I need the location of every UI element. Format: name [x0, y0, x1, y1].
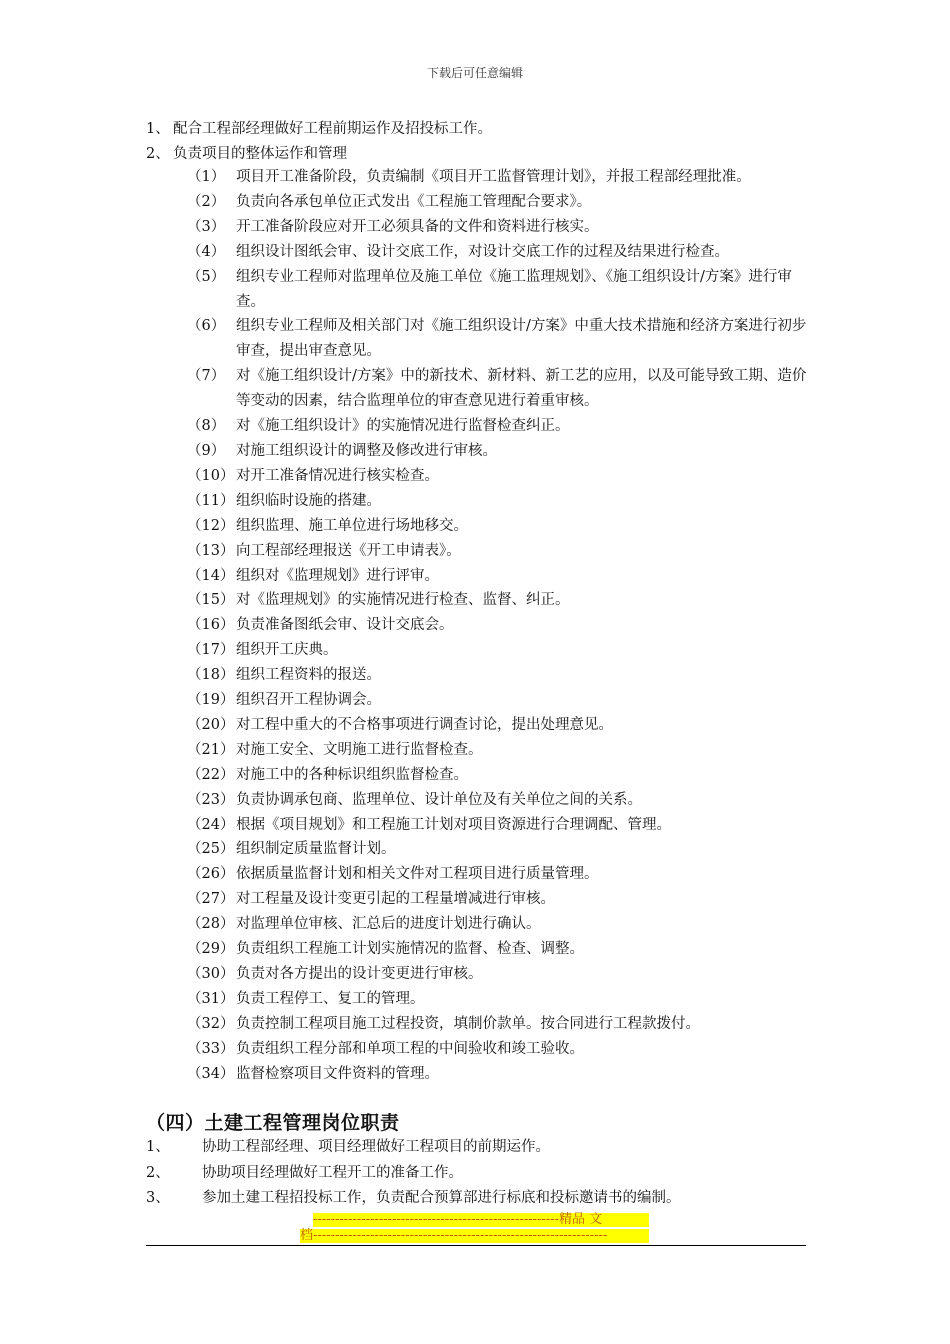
list-item	[187, 1037, 809, 1062]
list-item	[187, 638, 809, 663]
section-heading: （四）土建工程管理岗位职责	[146, 1112, 400, 1134]
list-item-number: （14）	[187, 567, 235, 584]
list-item-number: （12）	[187, 517, 235, 534]
list-item-text: 对施工组织设计的调整及修改进行审核。	[236, 442, 497, 459]
list-item-number: （30）	[187, 966, 235, 982]
list-item-text: 组织临时设施的搭建。	[236, 492, 381, 509]
list-item-text: 负责向各承包单位正式发出《工程施工管理配合要求》。	[236, 193, 592, 210]
list-item-number: （27）	[187, 891, 235, 908]
page-header: 下载后可任意编辑	[426, 66, 523, 80]
list-item	[187, 1062, 809, 1087]
list-item-number: （22）	[187, 766, 235, 783]
list-item-number: （24）	[187, 816, 235, 833]
duty-number: 3、	[146, 1190, 170, 1206]
list-item	[187, 763, 809, 788]
list-item-text: 项目开工准备阶段，负责编制《项目开工监督管理计划》，并报工程部经理批准。	[236, 169, 751, 185]
intro-number: 2、	[146, 146, 170, 162]
list-item	[187, 688, 809, 713]
responsibility-list	[187, 165, 809, 1087]
list-item-text: 根据《项目规划》和工程施工计划对项目资源进行合理调配、管理。	[236, 816, 671, 833]
list-item-number: （28）	[187, 916, 235, 933]
list-item	[187, 489, 809, 514]
duty-item	[146, 1161, 681, 1187]
list-item-text: 对工程中重大的不合格事项进行调查讨论，提出处理意见。	[236, 716, 613, 733]
list-item	[187, 738, 809, 763]
list-item	[187, 564, 809, 589]
list-item	[187, 588, 809, 613]
list-item-text: 组织监理、施工单位进行场地移交。	[236, 517, 468, 534]
list-item	[187, 514, 809, 539]
list-item-number: （5）	[187, 268, 226, 285]
list-item-number: （15）	[187, 592, 235, 609]
list-item-number: （8）	[187, 418, 226, 435]
duty-text: 协助项目经理做好工程开工的准备工作。	[202, 1164, 463, 1181]
list-item	[187, 887, 809, 912]
list-item-text: 组织制定质量监督计划。	[236, 841, 396, 858]
list-item-number: （17）	[187, 642, 235, 659]
list-item-number: （32）	[187, 1015, 235, 1032]
list-item-number: （33）	[187, 1040, 235, 1057]
list-item	[187, 937, 809, 962]
list-item-text: 负责控制工程项目施工过程投资，填制价款单。按合同进行工程款拨付。	[236, 1015, 700, 1032]
list-item	[187, 962, 809, 987]
list-item	[187, 215, 809, 240]
duty-number: 2、	[146, 1164, 170, 1181]
list-item-text: 对施工中的各种标识组织监督检查。	[236, 766, 468, 783]
list-item-text: 对工程量及设计变更引起的工程量增减进行审核。	[236, 891, 555, 908]
list-item-text: 负责工程停工、复工的管理。	[236, 990, 425, 1007]
list-item-number: （1）	[187, 169, 226, 185]
list-item-text: 负责组织工程分部和单项工程的中间验收和竣工验收。	[236, 1040, 584, 1057]
list-item-number: （29）	[187, 941, 235, 958]
list-item	[187, 862, 809, 887]
list-item-text: 开工准备阶段应对开工必须具备的文件和资料进行核实。	[236, 218, 599, 235]
footer-watermark-line-1: --------------------------------------------------------精品 文	[313, 1213, 649, 1227]
list-item	[187, 613, 809, 638]
footer-watermark-line-2: 档-------------------------------------------------------------------	[300, 1229, 649, 1243]
list-item	[187, 265, 809, 315]
intro-number: 1、	[146, 121, 170, 137]
list-item	[187, 813, 809, 838]
duty-item	[146, 1135, 681, 1161]
list-item-number: （34）	[187, 1065, 235, 1082]
duty-text: 协助工程部经理、项目经理做好工程项目的前期运作。	[202, 1139, 550, 1155]
list-item-text: 对《施工组织设计》的实施情况进行监督检查纠正。	[236, 418, 570, 435]
list-item-text: 向工程部经理报送《开工申请表》。	[236, 542, 461, 559]
list-item-text: 对监理单位审核、汇总后的进度计划进行确认。	[236, 916, 541, 933]
list-item-text: 负责对各方提出的设计变更进行审核。	[236, 966, 483, 982]
list-item-text: 组织专业工程师及相关部门对《施工组织设计/方案》中重大技术措施和经济方案进行初步审查，提出审查意见。	[236, 318, 807, 360]
list-item	[187, 837, 809, 862]
list-item-text: 依据质量监督计划和相关文件对工程项目进行质量管理。	[236, 866, 599, 883]
list-item-number: （3）	[187, 218, 226, 235]
list-item-text: 监督检察项目文件资料的管理。	[236, 1065, 439, 1082]
list-item	[187, 912, 809, 937]
list-item	[187, 414, 809, 439]
list-item-text: 对《监理规划》的实施情况进行检查、监督、纠正。	[236, 592, 570, 609]
list-item-text: 对施工安全、文明施工进行监督检查。	[236, 741, 483, 758]
list-item-text: 组织专业工程师对监理单位及施工单位《施工监理规划》、《施工组织设计/方案》进行审查。	[236, 268, 792, 310]
duty-number: 1、	[146, 1139, 170, 1155]
list-item-number: （23）	[187, 791, 235, 808]
list-item-number: （13）	[187, 542, 235, 559]
list-item	[187, 464, 809, 489]
duty-text: 参加土建工程招投标工作，负责配合预算部进行标底和投标邀请书的编制。	[202, 1190, 681, 1206]
list-item-number: （31）	[187, 990, 235, 1007]
list-item-text: 组织工程资料的报送。	[236, 667, 381, 684]
list-item-number: （21）	[187, 741, 235, 758]
list-item-text: 负责准备图纸会审、设计交底会。	[236, 617, 454, 634]
list-item-text: 对开工准备情况进行核实检查。	[236, 467, 439, 484]
list-item	[187, 364, 809, 414]
civil-duties-list	[146, 1135, 681, 1212]
list-item-number: （7）	[187, 368, 226, 385]
list-item-number: （19）	[187, 692, 235, 709]
intro-text: 负责项目的整体运作和管理	[173, 146, 347, 162]
footer-rule	[146, 1245, 806, 1246]
intro-item-2	[146, 142, 347, 167]
list-item-text: 对《施工组织设计/方案》中的新技术、新材料、新工艺的应用，以及可能导致工期、造价等变动的因素，结合监理单位的审查意见进行着重审核。	[236, 368, 807, 410]
list-item-number: （10）	[187, 467, 235, 484]
list-item-number: （18）	[187, 667, 235, 684]
list-item	[187, 788, 809, 813]
list-item	[187, 713, 809, 738]
list-item-text: 负责组织工程施工计划实施情况的监督、检查、调整。	[236, 941, 584, 958]
list-item	[187, 240, 809, 265]
list-item-number: （11）	[187, 492, 235, 509]
list-item	[187, 439, 809, 464]
list-item	[187, 663, 809, 688]
list-item-number: （4）	[187, 243, 226, 260]
list-item	[187, 1012, 809, 1037]
list-item-number: （16）	[187, 617, 235, 634]
list-item-number: （9）	[187, 442, 226, 459]
list-item	[187, 190, 809, 215]
list-item	[187, 314, 809, 364]
list-item-text: 负责协调承包商、监理单位、设计单位及有关单位之间的关系。	[236, 791, 642, 808]
list-item-number: （20）	[187, 716, 235, 733]
list-item-number: （25）	[187, 841, 235, 858]
list-item	[187, 987, 809, 1012]
list-item-text: 组织开工庆典。	[236, 642, 338, 659]
intro-item-1	[146, 117, 492, 142]
list-item-text: 组织设计图纸会审、设计交底工作，对设计交底工作的过程及结果进行检查。	[236, 243, 729, 260]
list-item-number: （26）	[187, 866, 235, 883]
duty-item	[146, 1186, 681, 1212]
list-item	[187, 165, 809, 190]
list-item-number: （6）	[187, 318, 226, 335]
list-item-text: 组织对《监理规划》进行评审。	[236, 567, 439, 584]
intro-text: 配合工程部经理做好工程前期运作及招投标工作。	[173, 121, 492, 137]
list-item	[187, 539, 809, 564]
list-item-text: 组织召开工程协调会。	[236, 692, 381, 709]
list-item-number: （2）	[187, 193, 226, 210]
